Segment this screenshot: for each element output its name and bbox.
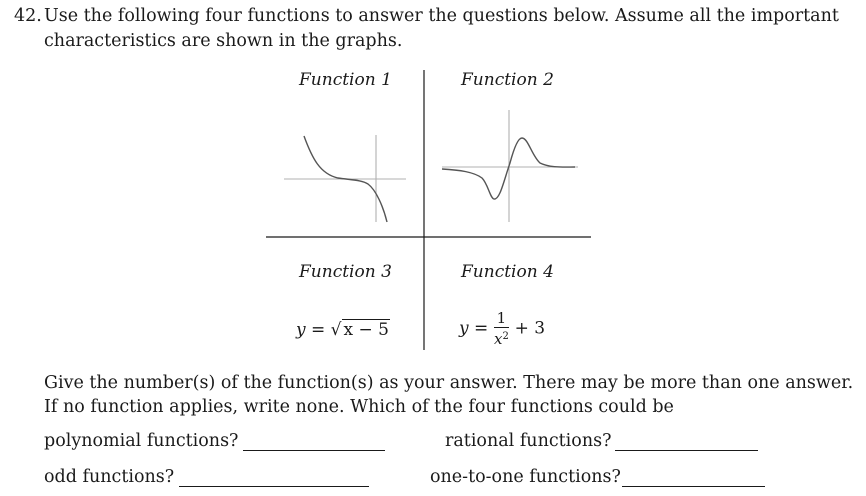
function-4-tail: + 3 <box>509 318 546 339</box>
function-3-lhs: y <box>296 320 306 340</box>
function-3-label: Function 3 <box>299 262 392 282</box>
instructions-line-1: Give the number(s) of the function(s) as your answer. There may be more than one answer. <box>44 373 854 393</box>
function-4-equals: = <box>468 318 494 339</box>
question-line-2: characteristics are shown in the graphs. <box>44 31 403 51</box>
instructions <box>44 371 853 419</box>
prompt-one-to-one-label: one-to-one functions? <box>430 467 621 487</box>
function-4-exponent: 2 <box>502 331 509 342</box>
function-1-graph <box>280 130 410 225</box>
prompt-polynomial <box>44 431 238 451</box>
instructions-line-2: If no function applies, write none. Which of the four functions could be <box>44 397 674 417</box>
function-4-label: Function 4 <box>461 262 554 282</box>
prompt-polynomial-label: polynomial functions? <box>44 431 239 451</box>
function-3-radicand: x − 5 <box>343 320 389 340</box>
answer-blank-rational[interactable] <box>615 432 758 451</box>
function-4-lhs: y <box>459 318 469 339</box>
function-2-graph <box>440 108 580 228</box>
question-line-1: Use the following four functions to answer the questions below. Assume all the important <box>44 6 839 26</box>
function-2-label: Function 2 <box>461 70 554 90</box>
answer-blank-polynomial[interactable] <box>243 432 385 451</box>
prompt-odd <box>44 467 174 487</box>
prompt-one-to-one <box>430 467 621 487</box>
prompt-rational-label: rational functions? <box>445 431 612 451</box>
answer-blank-one-to-one[interactable] <box>622 468 765 487</box>
prompt-odd-label: odd functions? <box>44 467 175 487</box>
question-number: 42. <box>14 6 42 26</box>
function-4-numerator: 1 <box>494 310 510 328</box>
function-4-equation <box>459 310 545 348</box>
answer-blank-odd[interactable] <box>179 468 369 487</box>
sqrt-icon: √ <box>330 320 342 340</box>
prompt-rational <box>445 431 611 451</box>
function-4-fraction <box>494 310 510 348</box>
function-1-label: Function 1 <box>299 70 392 90</box>
function-3-equals: = <box>305 320 331 340</box>
function-4-denominator: x <box>494 330 503 348</box>
function-3-equation <box>296 320 390 340</box>
